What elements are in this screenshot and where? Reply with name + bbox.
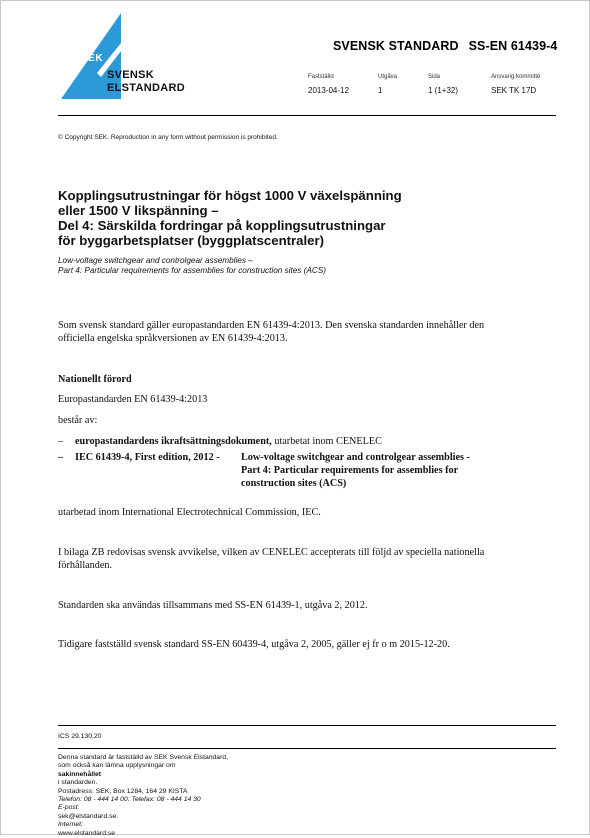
description-line: construction sites (ACS) <box>241 478 347 489</box>
meta-label-kommitte: Ansvarig kommitté <box>491 74 541 80</box>
title-line: eller 1500 V likspänning – <box>58 203 219 218</box>
foreword-heading: Nationellt förord <box>58 374 132 385</box>
meta-value-date: 2013-04-12 <box>308 86 349 95</box>
list-dash: – <box>58 452 64 463</box>
document-title <box>58 188 528 248</box>
annex-line: förhållanden. <box>58 560 113 571</box>
foreword-list-item <box>58 451 538 491</box>
standard-number: SS-EN 61439-4 <box>468 39 558 53</box>
meta-value-pages: 1 (1+32) <box>428 86 459 95</box>
foreword-after: utarbetad inom International Electrotechnical Commission, IEC. <box>58 507 321 518</box>
previous-standard-paragraph: Tidigare fastställd svensk standard SS-EN 60439-4, utgåva 2, 2005, gäller ej fr o m 2015-12-20. <box>58 639 450 650</box>
subtitle-line: Low-voltage switchgear and controlgear assemblies – <box>58 256 253 265</box>
website-link[interactable]: www.elstandard.se <box>58 829 116 837</box>
standard-title <box>333 39 557 53</box>
footer-line: Denna standard är fastställd av SEK Svensk Elstandard, <box>58 754 229 761</box>
list-dash: – <box>58 436 64 447</box>
logo-sek-text: SEK <box>81 53 104 64</box>
meta-label-utgava: Utgåva <box>378 74 398 80</box>
intro-line: officiella engelska språkversionen av EN 61439-4:2013. <box>58 333 288 344</box>
footer-rule-2 <box>58 748 556 749</box>
annex-paragraph <box>58 546 484 572</box>
logo-name-line2: ELSTANDARD <box>107 82 185 94</box>
meta-label-fastst: Fastställd <box>308 74 334 80</box>
meta-value-edition: 1 <box>378 86 383 95</box>
logo-name <box>107 69 185 95</box>
description-line: Low-voltage switchgear and controlgear assemblies - <box>241 452 470 463</box>
logo-name-line1: SVENSK <box>107 69 155 81</box>
annex-line: I bilaga ZB redovisas svensk avvikelse, vilken av CENELEC accepterats till följd av speciella nationella <box>58 547 485 558</box>
list-item-ref: IEC 61439-4, First edition, 2012 - <box>75 452 220 463</box>
foreword-line1: Europastandarden EN 61439-4:2013 <box>58 394 208 405</box>
footer-contact <box>58 754 228 838</box>
sek-logo <box>61 13 185 99</box>
title-line: Del 4: Särskilda fordringar på kopplingsutrustningar <box>58 218 386 233</box>
ics-code: ICS 29.130.20 <box>58 733 102 740</box>
header-rule <box>58 115 556 116</box>
english-subtitle <box>58 256 326 276</box>
list-item-description <box>241 451 470 490</box>
intro-paragraph <box>58 319 484 345</box>
list-item-text: utarbetat inom CENELEC <box>271 436 382 447</box>
standard-label: SVENSK STANDARD <box>333 39 459 53</box>
footer-rule <box>58 725 556 726</box>
title-line: Kopplingsutrustningar för högst 1000 V växelspänning <box>58 188 402 203</box>
footer-phone: Telefon: 08 - 444 14 00. Telefax: 08 - 444 14 30 <box>58 796 201 804</box>
subtitle-line: Part 4: Particular requirements for assemblies for construction sites (ACS) <box>58 266 327 275</box>
usage-paragraph: Standarden ska användas tillsammans med SS-EN 61439-1, utgåva 2, 2012. <box>58 600 368 611</box>
footer-address: Postadress: SEK, Box 1284, 164 29 KISTA <box>58 787 188 795</box>
footer-line: som också kan lämna upplysningar om sakinnehållet i standarden. <box>58 762 176 787</box>
meta-value-committee: SEK TK 17D <box>491 86 537 95</box>
email-link[interactable]: sek@elstandard.se. <box>58 812 119 820</box>
intro-line: Som svensk standard gäller europastandarden EN 61439-4:2013. Den svenska standarden innehåller den <box>58 320 485 331</box>
footer-web: E-post: sek@elstandard.se. Internet: www.elstandard.se <box>58 804 228 838</box>
foreword-line2: består av: <box>58 415 98 426</box>
description-line: Part 4: Particular requirements for assemblies for <box>241 465 459 476</box>
title-line: för byggarbetsplatser (byggplatscentraler) <box>58 233 325 248</box>
meta-label-sida: Sida <box>428 74 441 80</box>
copyright-notice: © Copyright SEK. Reproduction in any form without permission is prohibited. <box>58 134 278 141</box>
list-item-bold: europastandardens ikraftsättningsdokument, <box>75 436 272 447</box>
